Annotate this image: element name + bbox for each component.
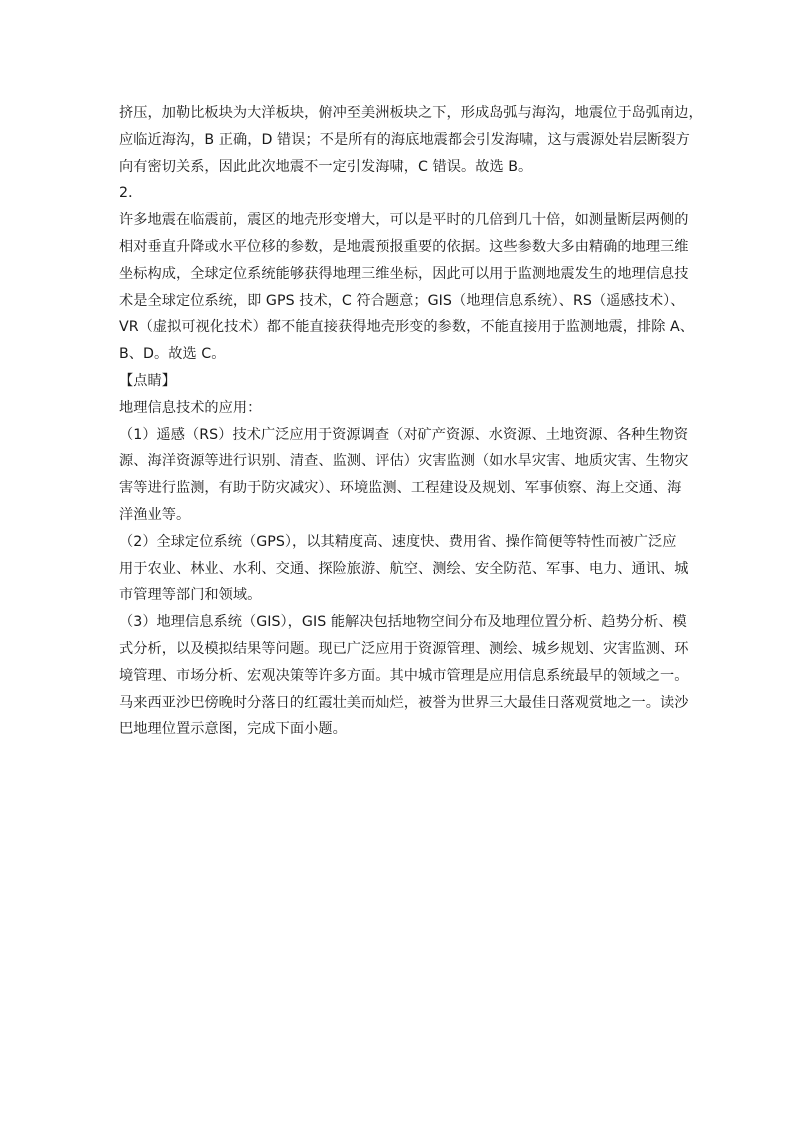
text-line: 害等进行监测，有助于防灾减灾）、环境监测、工程建设及规划、军事侦察、海上交通、海 [119, 480, 682, 497]
text-line: 应临近海沟，B 正确，D 错误；不是所有的海底地震都会引发海啸，这与震源处岩层断裂方 [119, 131, 690, 148]
text-line: （1）遥感（RS）技术广泛应用于资源调查（对矿产资源、水资源、土地资源、各种生物资 [119, 426, 689, 443]
text-line: 坐标构成，全球定位系统能够获得地理三维坐标，因此可以用于监测地震发生的地理信息技 [119, 265, 689, 282]
text-line: （3）地理信息系统（GIS），GIS 能解决包括地物空间分布及地理位置分析、趋势分析、模 [119, 614, 687, 631]
text-line: 许多地震在临震前，震区的地壳形变增大，可以是平时的几倍到几十倍，如测量断层两侧的 [119, 212, 689, 229]
text-line: 相对垂直升降或水平位移的参数，是地震预报重要的依据。这些参数大多由精确的地理三维 [119, 238, 689, 255]
text-line: 式分析，以及模拟结果等问题。现已广泛应用于资源管理、测绘、城乡规划、灾害监测、环 [119, 640, 689, 657]
text-line: 境管理、市场分析、宏观决策等许多方面。其中城市管理是应用信息系统最早的领域之一。 [119, 667, 689, 684]
text-line: 术是全球定位系统，即 GPS 技术，C 符合题意；GIS（地理信息系统）、RS（遥感技术）、 [119, 292, 685, 309]
text-line: B、D。故选 C。 [119, 346, 226, 363]
text-line: 市管理等部门和领域。 [119, 587, 262, 604]
question-number: 2． [119, 185, 143, 202]
section-heading: 【点睛】 [119, 372, 176, 389]
text-line: 马来西亚沙巴傍晚时分落日的红霞壮美而灿烂，被誉为世界三大最佳日落观赏地之一。读沙 [119, 694, 689, 711]
text-line: 挤压，加勒比板块为大洋板块，俯冲至美洲板块之下，形成岛弧与海沟，地震位于岛弧南边， [119, 105, 703, 121]
text-line: 地理信息技术的应用： [119, 399, 262, 416]
answer-text-block [119, 100, 703, 743]
text-line: 源、海洋资源等进行识别、清查、监测、评估）灾害监测（如水旱灾害、地质灾害、生物灾 [119, 453, 689, 470]
text-line: VR（虚拟可视化技术）都不能直接获得地壳形变的参数，不能直接用于监测地震，排除 A、 [119, 319, 695, 336]
text-line: 用于农业、林业、水利、交通、探险旅游、航空、测绘、安全防范、军事、电力、通讯、城 [119, 560, 689, 577]
text-line: 向有密切关系，因此此次地震不一定引发海啸，C 错误。故选 B。 [119, 158, 533, 175]
text-line: 洋渔业等。 [119, 506, 191, 523]
text-line: （2）全球定位系统（GPS），以其精度高、速度快、费用省、操作简便等特性而被广泛应 [119, 533, 677, 550]
text-line: 巴地理位置示意图，完成下面小题。 [119, 721, 347, 738]
